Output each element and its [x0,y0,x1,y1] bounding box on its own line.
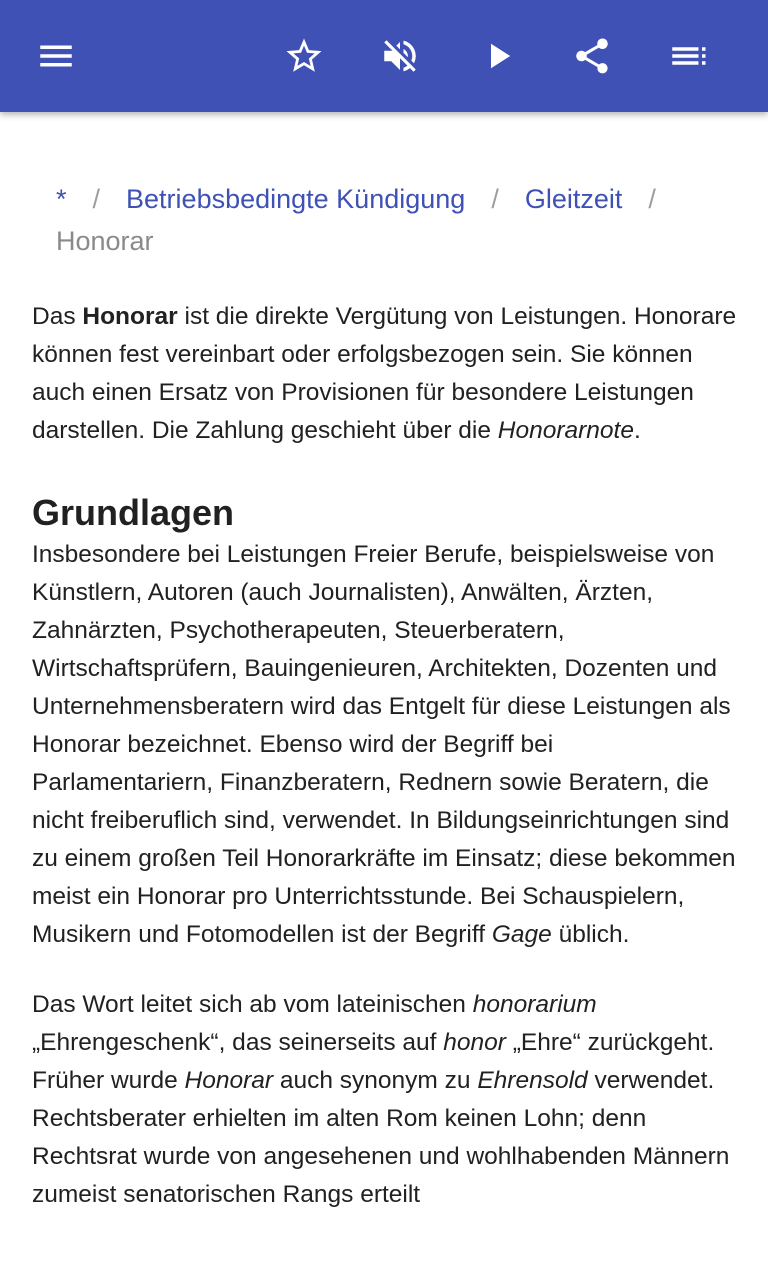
italic-term: Honorarnote [497,417,634,444]
breadcrumb-separator: / [648,184,656,214]
article-content [32,112,740,1214]
menu-button[interactable] [28,28,84,84]
breadcrumb-separator: / [92,184,101,214]
volume-off-icon [379,35,421,77]
app-toolbar [0,0,768,112]
italic-term: Honorar [184,1067,274,1094]
menu-icon [35,35,77,77]
intro-paragraph: Das Honorar ist die direkte Vergütung von Leistungen. Honorare können fest vereinbart oder erfolgsbezogen sein. Sie können auch einen Ersatz von Provisionen für besondere Leistungen darstellen. Die Zahlung geschieht über die Honorarnote. [32,303,737,444]
share-button[interactable] [564,28,620,84]
italic-term: Gage [491,921,552,948]
mute-button[interactable] [372,28,428,84]
italic-term: Ehrensold [477,1067,588,1094]
breadcrumb-current: Honorar [56,226,154,256]
etymology-paragraph: Das Wort leitet sich ab vom lateinischen honorarium „Ehrengeschenk“, das seinerseits auf honor „Ehre“ zurückgeht. Früher wurde Honorar auch synonym zu Ehrensold verwendet. Rechtsberater erhielten im alten Rom keinen Lohn; denn Rechtsrat wurde von angesehenen und wohlhabenden Männern zumeist senatorischen Rangs erteilt [32,991,730,1208]
favorite-button[interactable] [276,28,332,84]
breadcrumb-item-home[interactable]: * [56,184,67,214]
playlist-icon [667,35,709,77]
breadcrumb-item-betriebsbedingte-kuendigung[interactable]: Betriebsbedingte Kündigung [126,184,466,214]
play-icon [477,35,519,77]
section-heading: Grundlagen [32,492,235,533]
play-button[interactable] [470,28,526,84]
bold-term: Honorar [82,303,178,330]
italic-term: honor [443,1029,506,1056]
toc-button[interactable] [660,28,716,84]
italic-term: honorarium [472,991,597,1018]
breadcrumb [32,178,740,262]
breadcrumb-separator: / [491,184,499,214]
share-icon [571,35,613,77]
breadcrumb-item-gleitzeit[interactable]: Gleitzeit [524,184,623,214]
section-paragraph: Insbesondere bei Leistungen Freier Berufe, beispielsweise von Künstlern, Autoren (auch Journalisten), Anwälten, Ärzten, Zahnärzten, Psychotherapeuten, Steuerberatern, Wirtschaftsprüfern, Bauingenieuren, Architekten, Dozenten und Unternehmensberatern wird das Entgelt für diese Leistungen als Honorar bezeichnet. Ebenso wird der Begriff bei Parlamentariern, Finanzberatern, Rednern sowie Beratern, die nicht freiberuflich sind, verwendet. In Bildungseinrichtungen sind zu einem großen Teil Honorarkräfte im Einsatz; diese bekommen meist ein Honorar pro Unterrichtsstunde. Bei Schauspielern, Musikern und Fotomodellen ist der Begriff Gage üblich. [32,541,736,948]
star-outline-icon [283,35,325,77]
